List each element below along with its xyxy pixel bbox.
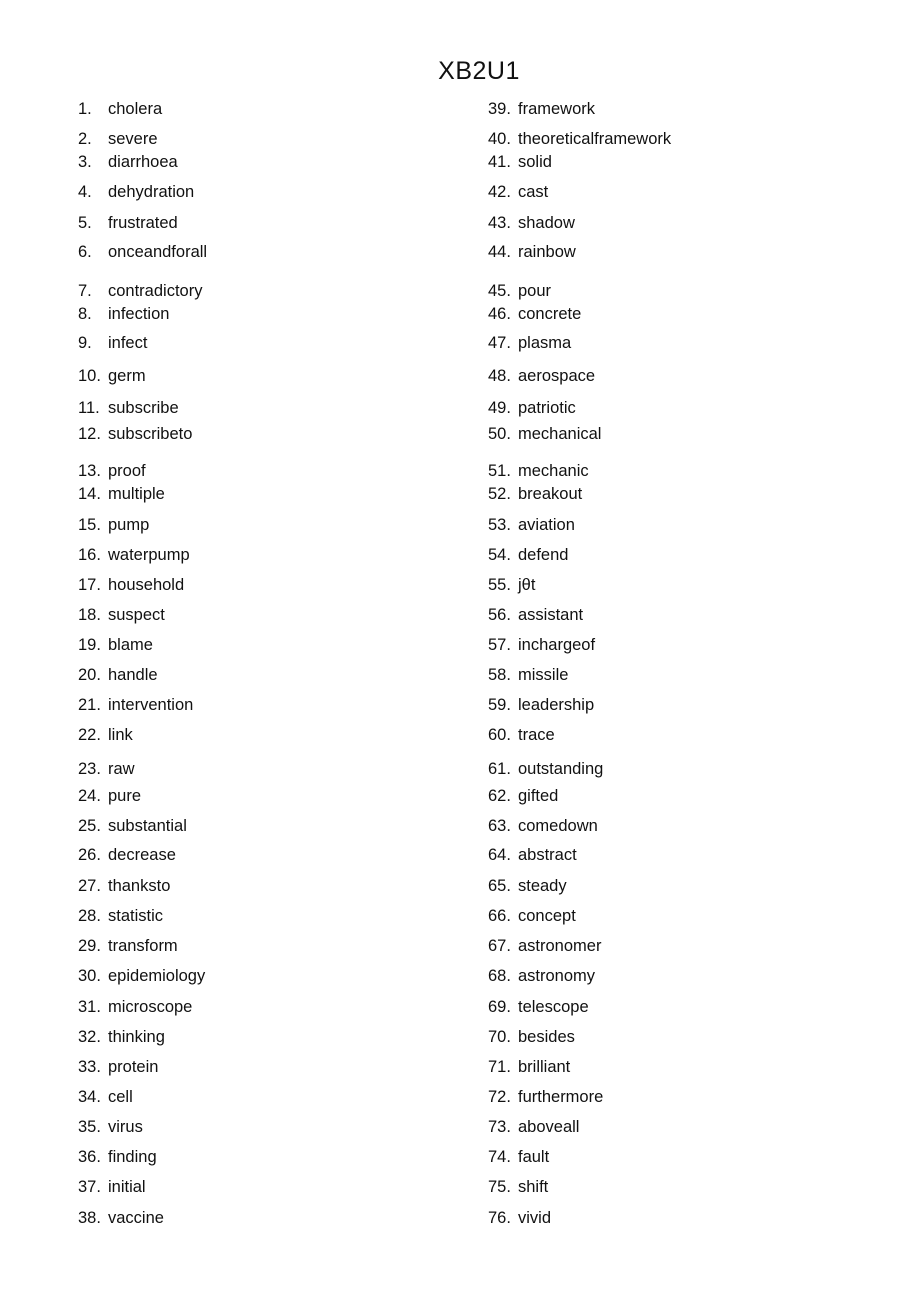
item-number: 55.: [488, 576, 511, 594]
item-word: inchargeof: [518, 636, 596, 654]
item-word: solid: [518, 153, 552, 171]
item-word: assistant: [518, 606, 584, 624]
item-number: 33.: [78, 1058, 101, 1076]
item-word: patriotic: [518, 399, 576, 417]
item-number: 67.: [488, 937, 511, 955]
item-number: 45.: [488, 282, 511, 300]
item-word: pure: [108, 787, 142, 805]
item-word: dehydration: [108, 183, 195, 201]
item-number: 22.: [78, 726, 101, 744]
item-word: multiple: [108, 485, 165, 503]
item-number: 39.: [488, 100, 511, 118]
item-number: 68.: [488, 967, 511, 985]
item-word: link: [108, 726, 133, 744]
item-number: 1.: [78, 100, 92, 118]
item-word: germ: [108, 367, 146, 385]
item-word: contradictory: [108, 282, 203, 300]
item-number: 29.: [78, 937, 101, 955]
item-number: 17.: [78, 576, 101, 594]
item-number: 30.: [78, 967, 101, 985]
item-word: concrete: [518, 305, 582, 323]
item-number: 10.: [78, 367, 101, 385]
item-number: 13.: [78, 462, 101, 480]
item-word: cast: [518, 183, 549, 201]
item-number: 31.: [78, 998, 101, 1016]
item-number: 8.: [78, 305, 92, 323]
item-word: steady: [518, 877, 567, 895]
item-word: subscribe: [108, 399, 179, 417]
item-number: 63.: [488, 817, 511, 835]
item-number: 64.: [488, 846, 511, 864]
item-word: astronomer: [518, 937, 602, 955]
item-number: 46.: [488, 305, 511, 323]
item-word: leadership: [518, 696, 595, 714]
item-number: 41.: [488, 153, 511, 171]
item-word: handle: [108, 666, 158, 684]
item-number: 76.: [488, 1209, 511, 1227]
page-title: XB2U1: [438, 57, 520, 85]
item-number: 28.: [78, 907, 101, 925]
item-number: 3.: [78, 153, 92, 171]
item-word: shadow: [518, 214, 575, 232]
item-number: 42.: [488, 183, 511, 201]
item-word: subscribeto: [108, 425, 193, 443]
item-number: 75.: [488, 1178, 511, 1196]
item-word: aviation: [518, 516, 575, 534]
item-word: proof: [108, 462, 146, 480]
item-number: 37.: [78, 1178, 101, 1196]
item-word: household: [108, 576, 185, 594]
item-number: 70.: [488, 1028, 511, 1046]
item-word: outstanding: [518, 760, 604, 778]
item-word: severe: [108, 130, 158, 148]
item-number: 9.: [78, 334, 92, 352]
item-number: 73.: [488, 1118, 511, 1136]
item-word: microscope: [108, 998, 193, 1016]
item-number: 40.: [488, 130, 511, 148]
item-number: 43.: [488, 214, 511, 232]
item-word: furthermore: [518, 1088, 604, 1106]
item-number: 5.: [78, 214, 92, 232]
item-number: 72.: [488, 1088, 511, 1106]
item-number: 50.: [488, 425, 511, 443]
item-word: breakout: [518, 485, 583, 503]
item-word: blame: [108, 636, 153, 654]
item-number: 19.: [78, 636, 101, 654]
item-number: 65.: [488, 877, 511, 895]
item-word: besides: [518, 1028, 575, 1046]
item-number: 48.: [488, 367, 511, 385]
item-number: 18.: [78, 606, 101, 624]
item-number: 25.: [78, 817, 101, 835]
item-number: 51.: [488, 462, 511, 480]
item-number: 44.: [488, 243, 511, 261]
item-number: 2.: [78, 130, 92, 148]
item-word: vaccine: [108, 1209, 164, 1227]
item-number: 66.: [488, 907, 511, 925]
item-number: 60.: [488, 726, 511, 744]
item-number: 26.: [78, 846, 101, 864]
item-number: 35.: [78, 1118, 101, 1136]
item-number: 61.: [488, 760, 511, 778]
item-number: 56.: [488, 606, 511, 624]
item-number: 15.: [78, 516, 101, 534]
item-word: telescope: [518, 998, 589, 1016]
item-word: abstract: [518, 846, 577, 864]
item-number: 11.: [78, 399, 100, 417]
item-word: vivid: [518, 1209, 552, 1227]
item-number: 69.: [488, 998, 511, 1016]
item-word: epidemiology: [108, 967, 206, 985]
item-word: finding: [108, 1148, 157, 1166]
item-word: aerospace: [518, 367, 596, 385]
item-word: transform: [108, 937, 178, 955]
item-word: diarrhoea: [108, 153, 178, 171]
item-word: comedown: [518, 817, 598, 835]
item-word: cell: [108, 1088, 133, 1106]
item-word: pump: [108, 516, 150, 534]
item-number: 12.: [78, 425, 101, 443]
item-word: astronomy: [518, 967, 596, 985]
item-number: 57.: [488, 636, 511, 654]
item-word: infection: [108, 305, 170, 323]
item-word: mechanic: [518, 462, 589, 480]
item-word: theoreticalframework: [518, 130, 672, 148]
item-word: thinking: [108, 1028, 165, 1046]
item-number: 74.: [488, 1148, 511, 1166]
item-word: onceandforall: [108, 243, 208, 261]
item-word: plasma: [518, 334, 572, 352]
item-word: virus: [108, 1118, 143, 1136]
item-number: 58.: [488, 666, 511, 684]
item-word: initial: [108, 1178, 146, 1196]
item-word: rainbow: [518, 243, 576, 261]
item-word: gifted: [518, 787, 559, 805]
item-number: 59.: [488, 696, 511, 714]
item-word: framework: [518, 100, 596, 118]
item-word: missile: [518, 666, 569, 684]
item-number: 7.: [78, 282, 92, 300]
item-number: 36.: [78, 1148, 101, 1166]
item-word: concept: [518, 907, 576, 925]
item-number: 20.: [78, 666, 101, 684]
item-word: protein: [108, 1058, 159, 1076]
item-number: 24.: [78, 787, 101, 805]
item-number: 32.: [78, 1028, 101, 1046]
item-number: 52.: [488, 485, 511, 503]
item-number: 71.: [488, 1058, 511, 1076]
item-number: 14.: [78, 485, 101, 503]
item-number: 27.: [78, 877, 101, 895]
item-word: frustrated: [108, 214, 178, 232]
item-word: thanksto: [108, 877, 171, 895]
item-word: aboveall: [518, 1118, 580, 1136]
item-word: infect: [108, 334, 148, 352]
item-number: 38.: [78, 1209, 101, 1227]
item-number: 49.: [488, 399, 511, 417]
item-word: brilliant: [518, 1058, 571, 1076]
item-number: 54.: [488, 546, 511, 564]
item-number: 16.: [78, 546, 101, 564]
item-word: defend: [518, 546, 569, 564]
item-word: decrease: [108, 846, 176, 864]
item-number: 4.: [78, 183, 92, 201]
item-word: mechanical: [518, 425, 602, 443]
item-word: intervention: [108, 696, 194, 714]
item-number: 47.: [488, 334, 511, 352]
item-number: 62.: [488, 787, 511, 805]
item-word: cholera: [108, 100, 163, 118]
item-word: raw: [108, 760, 135, 778]
item-number: 23.: [78, 760, 101, 778]
item-word: statistic: [108, 907, 164, 925]
item-number: 21.: [78, 696, 101, 714]
item-word: shift: [518, 1178, 549, 1196]
item-number: 53.: [488, 516, 511, 534]
item-number: 34.: [78, 1088, 101, 1106]
item-word: suspect: [108, 606, 165, 624]
item-word: waterpump: [108, 546, 190, 564]
item-word: substantial: [108, 817, 187, 835]
item-word: fault: [518, 1148, 550, 1166]
item-number: 6.: [78, 243, 92, 261]
item-word: pour: [518, 282, 552, 300]
item-word: trace: [518, 726, 555, 744]
item-word: jθt: [518, 576, 536, 594]
